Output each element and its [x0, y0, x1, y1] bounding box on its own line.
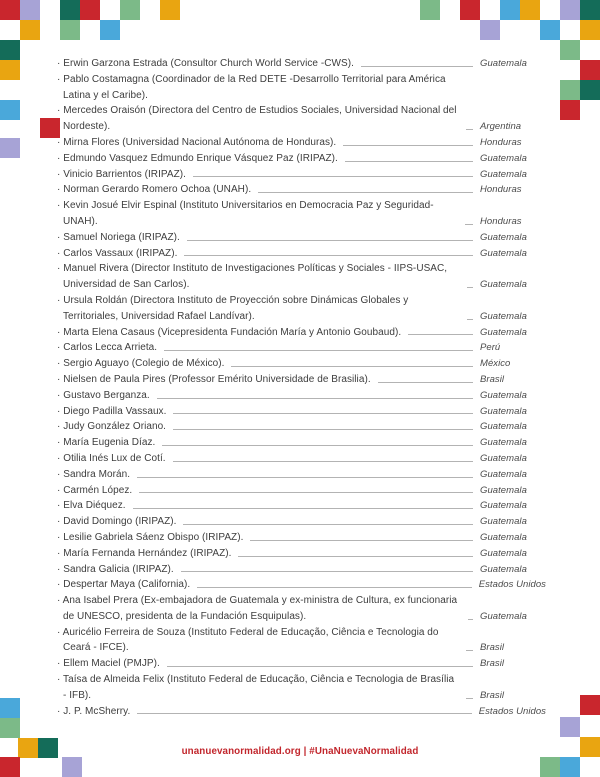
country-label: Honduras	[480, 215, 522, 227]
list-item	[57, 340, 546, 356]
mosaic-square-red	[0, 757, 20, 777]
bullet-icon: ·	[57, 579, 61, 591]
leader-line	[465, 224, 473, 225]
person-name	[57, 498, 126, 514]
country-label: Brasil	[480, 642, 505, 654]
person-name-text: María Eugenia Díaz.	[63, 437, 156, 449]
person-name	[57, 56, 354, 72]
bullet-icon: ·	[57, 105, 61, 117]
mosaic-square-teal	[60, 0, 80, 20]
country-label: Guatemala	[480, 452, 527, 464]
leader-line	[183, 524, 473, 525]
mosaic-square-blue	[540, 20, 560, 40]
list-item	[57, 182, 546, 198]
leader-line	[133, 508, 473, 509]
list-item	[57, 625, 546, 657]
leader-line	[343, 145, 473, 146]
person-name-text: María Fernanda Hernández (IRIPAZ).	[63, 547, 232, 559]
bullet-icon: ·	[57, 389, 61, 401]
leader-line	[181, 571, 473, 572]
list-item	[57, 198, 546, 230]
list-item	[57, 261, 546, 293]
mosaic-square-red	[580, 60, 600, 80]
country-label: Guatemala	[480, 231, 527, 243]
person-name	[57, 467, 130, 483]
leader-line	[466, 129, 473, 130]
list-item	[57, 483, 546, 499]
country-label: Guatemala	[480, 531, 527, 543]
person-name-text: Carmén López.	[63, 484, 133, 496]
bullet-icon: ·	[57, 58, 61, 69]
leader-line	[466, 698, 474, 699]
leader-line	[361, 66, 473, 67]
leader-line	[250, 540, 473, 541]
mosaic-square-lavender	[480, 20, 500, 40]
mosaic-square-lavender	[560, 717, 580, 737]
bullet-icon: ·	[57, 531, 61, 543]
list-item	[57, 435, 546, 451]
mosaic-square-lavender	[62, 757, 82, 777]
person-name	[57, 577, 190, 593]
leader-line	[378, 382, 473, 383]
leader-line	[468, 619, 473, 620]
mosaic-square-blue	[560, 757, 580, 777]
list-item	[57, 388, 546, 404]
bullet-icon: ·	[57, 200, 61, 212]
person-name	[57, 325, 401, 341]
person-name	[57, 419, 166, 435]
leader-line	[173, 413, 473, 414]
country-label: Guatemala	[480, 247, 527, 259]
mosaic-square-gold	[520, 0, 540, 20]
mosaic-square-green	[60, 20, 80, 40]
bullet-icon: ·	[57, 358, 61, 370]
person-name-text: Norman Gerardo Romero Ochoa (UNAH).	[63, 184, 252, 196]
bullet-icon: ·	[57, 342, 61, 354]
country-label: Estados Unidos	[478, 579, 546, 591]
leader-line	[345, 161, 473, 162]
leader-line	[173, 461, 473, 462]
person-name	[57, 103, 459, 135]
mosaic-square-lavender	[0, 138, 20, 158]
list-item	[57, 72, 546, 104]
bullet-icon: ·	[57, 705, 61, 717]
list-item	[57, 372, 546, 388]
bullet-icon: ·	[57, 247, 61, 259]
bullet-icon: ·	[57, 421, 61, 433]
country-label: Guatemala	[480, 437, 527, 449]
bullet-icon: ·	[57, 373, 61, 385]
mosaic-square-green	[560, 80, 580, 100]
leader-line	[408, 334, 473, 335]
leader-line	[467, 319, 473, 320]
person-name	[57, 435, 155, 451]
footer-link[interactable]: unanuevanormalidad.org | #UnaNuevaNormalidad	[181, 746, 419, 757]
bullet-icon: ·	[57, 184, 61, 196]
leader-line	[184, 255, 473, 256]
leader-line	[258, 192, 473, 193]
list-item	[57, 103, 546, 135]
bullet-icon: ·	[57, 231, 61, 243]
person-name	[57, 404, 166, 420]
mosaic-square-teal	[0, 40, 20, 60]
person-name-text: Carlos Lecca Arrieta.	[63, 342, 158, 354]
mosaic-square-gold	[20, 20, 40, 40]
country-label: México	[480, 358, 511, 370]
list-item	[57, 325, 546, 341]
person-name-text: Sandra Galicia (IRIPAZ).	[63, 563, 174, 575]
bullet-icon: ·	[57, 468, 61, 480]
person-name-text: Vinicio Barrientos (IRIPAZ).	[63, 168, 186, 180]
mosaic-square-green	[120, 0, 140, 20]
mosaic-square-teal	[580, 0, 600, 20]
list-item	[57, 419, 546, 435]
person-name	[57, 546, 231, 562]
country-label: Guatemala	[480, 500, 527, 512]
bullet-icon: ·	[57, 73, 61, 85]
bullet-icon: ·	[57, 168, 61, 180]
mosaic-square-green	[0, 718, 20, 738]
mosaic-square-blue	[100, 20, 120, 40]
mosaic-square-lavender	[20, 0, 40, 20]
bullet-icon: ·	[57, 326, 61, 338]
list-item	[57, 672, 546, 704]
leader-line	[238, 556, 473, 557]
person-name	[57, 562, 174, 578]
leader-line	[137, 477, 473, 478]
mosaic-square-red	[0, 0, 20, 20]
bullet-icon: ·	[57, 626, 61, 638]
leader-line	[466, 650, 473, 651]
person-name-text: Otilia Inés Lux de Cotí.	[63, 452, 166, 464]
person-name-text: Despertar Maya (California).	[63, 579, 191, 591]
country-label: Guatemala	[480, 58, 527, 69]
bullet-icon: ·	[57, 452, 61, 464]
leader-line	[193, 176, 473, 177]
leader-line	[164, 350, 473, 351]
bullet-icon: ·	[57, 674, 61, 686]
person-name	[57, 656, 160, 672]
list-item	[57, 562, 546, 578]
list-item	[57, 230, 546, 246]
person-name	[57, 72, 459, 104]
bullet-icon: ·	[57, 595, 61, 607]
mosaic-square-green	[540, 757, 560, 777]
person-name-text: Pablo Costamagna (Coordinador de la Red DETE -Desarrollo Territorial para América Latina y el Caribe).	[63, 73, 446, 101]
mosaic-square-red	[560, 100, 580, 120]
person-name-text: Sergio Aguayo (Colegio de México).	[63, 358, 225, 370]
leader-line	[137, 713, 471, 714]
country-label: Guatemala	[480, 563, 527, 575]
person-name	[57, 372, 371, 388]
mosaic-square-green	[420, 0, 440, 20]
list-item	[57, 498, 546, 514]
person-name-text: Manuel Rivera (Director Instituto de Investigaciones Políticas y Sociales - IIPS-USAC, Universidad de San Carlos).	[63, 263, 448, 291]
leader-line	[162, 445, 473, 446]
list-item	[57, 356, 546, 372]
person-name	[57, 451, 166, 467]
person-name-text: Marta Elena Casaus (Vicepresidenta Fundación María y Antonio Goubaud).	[63, 326, 402, 338]
person-name	[57, 261, 460, 293]
mosaic-square-red	[580, 695, 600, 715]
country-label: Guatemala	[480, 516, 527, 528]
person-name	[57, 483, 132, 499]
person-name-text: Samuel Noriega (IRIPAZ).	[63, 231, 180, 243]
leader-line	[197, 587, 472, 588]
mosaic-square-teal	[580, 80, 600, 100]
person-name-text: Ellem Maciel (PMJP).	[63, 658, 160, 670]
mosaic-square-blue	[0, 698, 20, 718]
person-name-text: Ursula Roldán (Directora Instituto de Proyección sobre Dinámicas Globales y Territoriales, Universidad Rafael Landívar).	[63, 294, 409, 322]
person-name	[57, 340, 157, 356]
list-item	[57, 546, 546, 562]
leader-line	[173, 429, 473, 430]
person-name-text: Taísa de Almeida Felix (Instituto Federal de Educação, Ciência e Tecnologia de Brasília - IFB).	[63, 674, 455, 701]
person-name-text: Ana Isabel Prera (Ex-embajadora de Guatemala y ex-ministra de Cultura, ex funcionaria de UNESCO, presidenta de la Fundación Esquipulas).	[62, 595, 458, 622]
person-name	[57, 135, 336, 151]
person-name	[57, 151, 338, 167]
country-label: Honduras	[480, 136, 522, 148]
list-item	[57, 151, 546, 167]
leader-line	[157, 398, 473, 399]
person-name	[57, 625, 459, 657]
person-name	[57, 704, 130, 720]
country-label: Estados Unidos	[478, 705, 546, 717]
person-name-text: Elva Diéquez.	[63, 500, 126, 512]
bullet-icon: ·	[57, 152, 61, 164]
country-label: Guatemala	[480, 389, 527, 401]
country-label: Honduras	[480, 184, 522, 196]
leader-line	[231, 366, 473, 367]
country-label: Guatemala	[480, 421, 527, 433]
person-name	[57, 672, 459, 704]
list-item	[57, 451, 546, 467]
list-item	[57, 656, 546, 672]
person-name-text: Nielsen de Paula Pires (Professor Emérito Universidade de Brasilia).	[63, 373, 371, 385]
mosaic-square-gold	[0, 60, 20, 80]
mosaic-square-lavender	[560, 0, 580, 20]
bullet-icon: ·	[57, 658, 61, 670]
mosaic-square-gold	[160, 0, 180, 20]
leader-line	[467, 287, 473, 288]
leader-line	[187, 240, 473, 241]
person-name	[57, 230, 180, 246]
country-label: Guatemala	[480, 310, 527, 322]
person-name-text: Judy González Oriano.	[63, 421, 167, 433]
list-item	[57, 135, 546, 151]
person-name	[57, 246, 177, 262]
person-name-text: Diego Padilla Vassaux.	[63, 405, 167, 417]
person-name	[57, 167, 186, 183]
country-label: Guatemala	[480, 279, 527, 291]
bullet-icon: ·	[57, 405, 61, 417]
person-name	[57, 514, 176, 530]
person-name-text: Mercedes Oraisón (Directora del Centro de Estudios Sociales, Universidad Nacional del Nordeste).	[63, 105, 457, 133]
person-name-text: Erwin Garzona Estrada (Consultor Church World Service -CWS).	[63, 58, 354, 69]
bullet-icon: ·	[57, 263, 61, 275]
list-item	[57, 56, 546, 72]
country-label: Brasil	[480, 689, 505, 701]
participants-list	[57, 56, 546, 719]
mosaic-square-blue	[500, 0, 520, 20]
list-item	[57, 577, 546, 593]
country-label: Guatemala	[480, 326, 527, 338]
person-name	[57, 198, 458, 230]
person-name-text: Mirna Flores (Universidad Nacional Autónoma de Honduras).	[63, 136, 337, 148]
person-name	[57, 593, 461, 625]
country-label: Brasil	[480, 658, 505, 670]
person-name-text: Kevin Josué Elvir Espinal (Instituto Universitarios en Democracia Paz y Seguridad-UNAH).	[63, 200, 434, 227]
person-name-text: David Domingo (IRIPAZ).	[63, 516, 177, 528]
country-label: Guatemala	[480, 547, 527, 559]
list-item	[57, 467, 546, 483]
list-item	[57, 246, 546, 262]
person-name-text: Auricélio Ferreira de Souza (Instituto Federal de Educação, Ciência e Tecnologia do Ceará - IFCE).	[62, 626, 439, 654]
list-item	[57, 704, 546, 720]
person-name-text: Gustavo Berganza.	[63, 389, 150, 401]
bullet-icon: ·	[57, 563, 61, 575]
mosaic-square-blue	[0, 100, 20, 120]
bullet-icon: ·	[57, 484, 61, 496]
bullet-icon: ·	[57, 547, 61, 559]
bullet-icon: ·	[57, 516, 61, 528]
bullet-icon: ·	[57, 136, 61, 148]
mosaic-square-gold	[580, 20, 600, 40]
person-name-text: J. P. McSherry.	[63, 705, 131, 717]
bullet-icon: ·	[57, 500, 61, 512]
person-name-text: Edmundo Vasquez Edmundo Enrique Vásquez Paz (IRIPAZ).	[63, 152, 338, 164]
mosaic-square-red	[80, 0, 100, 20]
country-label: Guatemala	[480, 468, 527, 480]
person-name	[57, 293, 460, 325]
list-item	[57, 593, 546, 625]
country-label: Guatemala	[480, 152, 527, 164]
country-label: Guatemala	[480, 610, 527, 622]
mosaic-square-red	[460, 0, 480, 20]
list-item	[57, 404, 546, 420]
country-label: Brasil	[480, 373, 505, 385]
leader-line	[139, 492, 473, 493]
list-item	[57, 167, 546, 183]
leader-line	[167, 666, 473, 667]
country-label: Guatemala	[480, 168, 527, 180]
person-name-text: Sandra Morán.	[63, 468, 131, 480]
bullet-icon: ·	[57, 294, 61, 306]
person-name	[57, 356, 224, 372]
list-item	[57, 530, 546, 546]
bullet-icon: ·	[57, 437, 61, 449]
person-name	[57, 530, 243, 546]
person-name	[57, 182, 251, 198]
person-name-text: Lesilie Gabriela Sáenz Obispo (IRIPAZ).	[63, 531, 244, 543]
country-label: Guatemala	[480, 484, 527, 496]
country-label: Argentina	[480, 121, 522, 133]
mosaic-square-green	[560, 40, 580, 60]
list-item	[57, 293, 546, 325]
country-label: Perú	[480, 342, 501, 354]
person-name	[57, 388, 150, 404]
person-name-text: Carlos Vassaux (IRIPAZ).	[63, 247, 178, 259]
country-label: Guatemala	[480, 405, 527, 417]
list-item	[57, 514, 546, 530]
